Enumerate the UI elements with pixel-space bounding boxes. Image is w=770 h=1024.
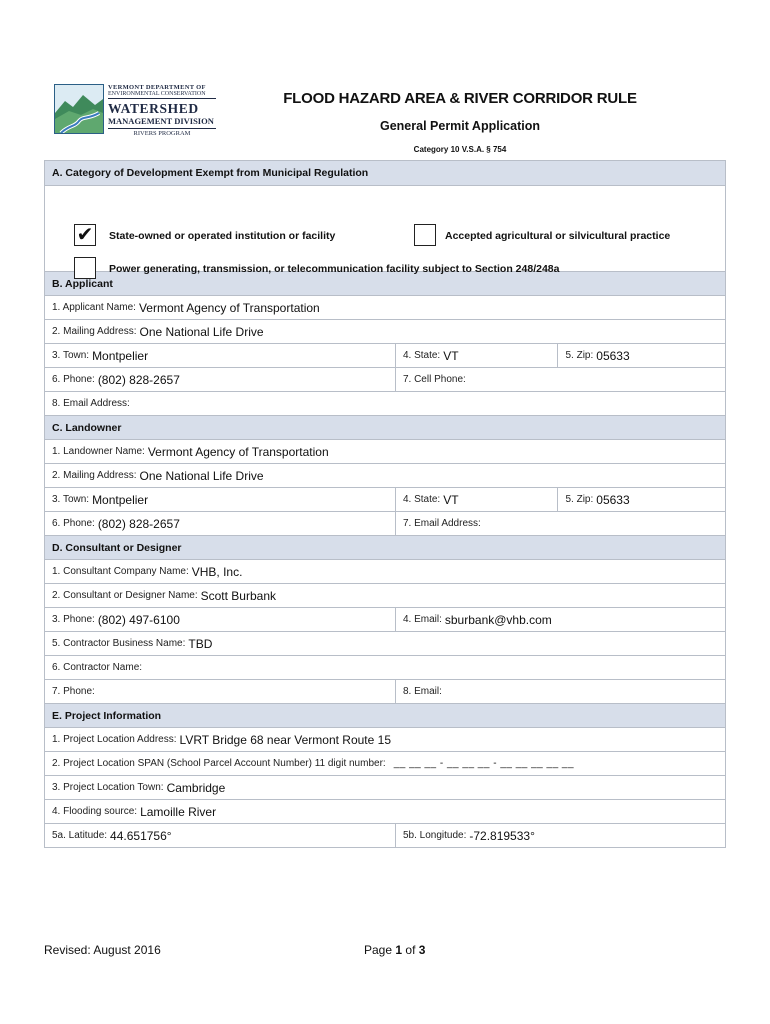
consultant-email-label: 4. Email: <box>402 614 442 625</box>
landowner-phone-row <box>45 511 725 535</box>
contractor-business-row <box>45 631 725 655</box>
section-a-header <box>45 161 725 185</box>
consultant-company-label: 1. Consultant Company Name: <box>52 566 189 577</box>
logo-line-3: WATERSHED <box>108 101 199 116</box>
form-title: FLOOD HAZARD AREA & RIVER CORRIDOR RULE <box>283 90 637 107</box>
latitude-label: 5a. Latitude: <box>52 830 108 841</box>
form-subtitle: General Permit Application <box>380 119 540 133</box>
page-total: 3 <box>418 943 426 957</box>
project-address-value: LVRT Bridge 68 near Vermont Route 15 <box>179 732 391 747</box>
logo-line-1: VERMONT DEPARTMENT OF <box>108 84 206 91</box>
applicant-email-row <box>45 391 725 415</box>
consultant-company-value: VHB, Inc. <box>191 564 243 579</box>
project-address-row <box>45 727 725 751</box>
designer-name-field[interactable] <box>45 584 725 607</box>
contractor-email-field[interactable] <box>395 680 725 703</box>
section-a-title: A. Category of Development Exempt from Municipal Regulation <box>52 167 369 179</box>
form-category: Category 10 V.S.A. § 754 <box>413 145 507 154</box>
state-owned-label: State-owned or operated institution or facility <box>109 230 336 242</box>
designer-name-row <box>45 583 725 607</box>
state-owned-checkbox[interactable]: ✔ <box>74 224 96 246</box>
landowner-town-field[interactable] <box>45 488 395 511</box>
applicant-phone-value: (802) 828-2657 <box>97 372 180 387</box>
watershed-logo <box>54 84 214 140</box>
coordinates-row <box>45 823 725 847</box>
landowner-zip-label: 5. Zip: <box>565 494 594 505</box>
watershed-mountain-icon <box>54 84 104 134</box>
landowner-name-field[interactable] <box>45 440 725 463</box>
applicant-address-label: 2. Mailing Address: <box>52 326 137 337</box>
landowner-state-label: 4. State: <box>402 494 441 505</box>
section-c-header <box>45 415 725 439</box>
applicant-town-label: 3. Town: <box>52 350 90 361</box>
applicant-name-row <box>45 295 725 319</box>
section-e-title: E. Project Information <box>52 709 162 722</box>
landowner-name-value: Vermont Agency of Transportation <box>147 444 329 459</box>
landowner-town-label: 3. Town: <box>52 494 90 505</box>
contractor-phone-label: 7. Phone: <box>52 686 95 697</box>
section-c-title: C. Landowner <box>52 421 122 434</box>
consultant-phone-field[interactable] <box>45 608 395 631</box>
applicant-town-value: Montpelier <box>92 348 149 363</box>
landowner-town-row <box>45 487 725 511</box>
revision-date: Revised: August 2016 <box>44 943 161 957</box>
longitude-value: -72.819533° <box>469 828 535 843</box>
section-d-title: D. Consultant or Designer <box>52 541 182 554</box>
project-address-label: 1. Project Location Address: <box>52 734 177 745</box>
landowner-address-field[interactable] <box>45 464 725 487</box>
section-b-title: B. Applicant <box>52 277 113 290</box>
flooding-source-label: 4. Flooding source: <box>52 806 138 817</box>
page-prefix: Page <box>364 943 393 957</box>
applicant-name-value: Vermont Agency of Transportation <box>138 300 320 315</box>
applicant-zip-field[interactable] <box>557 344 725 367</box>
agricultural-checkbox[interactable] <box>414 224 436 246</box>
applicant-address-value: One National Life Drive <box>139 324 264 339</box>
consultant-email-value: sburbank@vhb.com <box>444 612 552 627</box>
page-current: 1 <box>395 943 403 957</box>
latitude-field[interactable] <box>45 824 395 847</box>
landowner-email-label: 7. Email Address: <box>402 518 481 529</box>
applicant-state-value: VT <box>443 348 459 363</box>
landowner-name-label: 1. Landowner Name: <box>52 446 145 457</box>
flooding-source-field[interactable] <box>45 800 725 823</box>
applicant-address-row <box>45 319 725 343</box>
logo-line-5: RIVERS PROGRAM <box>133 130 191 137</box>
landowner-zip-field[interactable] <box>557 488 725 511</box>
contractor-phone-field[interactable] <box>45 680 395 703</box>
page-of: of <box>405 943 416 957</box>
section-a-checkboxes <box>45 185 725 275</box>
applicant-zip-label: 5. Zip: <box>565 350 594 361</box>
contractor-business-label: 5. Contractor Business Name: <box>52 638 186 649</box>
longitude-label: 5b. Longitude: <box>402 830 467 841</box>
applicant-town-row <box>45 343 725 367</box>
project-town-label: 3. Project Location Town: <box>52 782 164 793</box>
designer-name-value: Scott Burbank <box>200 588 276 603</box>
contractor-contact-row <box>45 679 725 703</box>
landowner-town-value: Montpelier <box>92 492 149 507</box>
landowner-phone-label: 6. Phone: <box>52 518 95 529</box>
latitude-value: 44.651756° <box>110 828 172 843</box>
longitude-field[interactable] <box>395 824 725 847</box>
applicant-zip-value: 05633 <box>596 348 630 363</box>
applicant-state-field[interactable] <box>395 344 558 367</box>
contractor-email-label: 8. Email: <box>402 686 442 697</box>
applicant-cell-field[interactable] <box>395 368 725 391</box>
contractor-name-row <box>45 655 725 679</box>
applicant-town-field[interactable] <box>45 344 395 367</box>
applicant-phone-label: 6. Phone: <box>52 374 95 385</box>
landowner-address-label: 2. Mailing Address: <box>52 470 137 481</box>
applicant-name-label: 1. Applicant Name: <box>52 302 136 313</box>
consultant-company-field[interactable] <box>45 560 725 583</box>
designer-name-label: 2. Consultant or Designer Name: <box>52 590 198 601</box>
applicant-name-field[interactable] <box>45 296 725 319</box>
contractor-business-field[interactable] <box>45 632 725 655</box>
landowner-address-value: One National Life Drive <box>139 468 264 483</box>
contractor-business-value: TBD <box>188 636 213 651</box>
landowner-email-field[interactable] <box>395 512 725 535</box>
project-span-value: __ __ __ - __ __ __ - __ __ __ __ __ <box>393 758 575 769</box>
section-b-header <box>45 271 725 295</box>
contractor-name-field[interactable] <box>45 656 725 679</box>
logo-line-2: ENVIRONMENTAL CONSERVATION <box>108 91 216 99</box>
project-address-field[interactable] <box>45 728 725 751</box>
consultant-phone-value: (802) 497-6100 <box>97 612 180 627</box>
applicant-cell-label: 7. Cell Phone: <box>402 374 466 385</box>
project-town-field[interactable] <box>45 776 725 799</box>
contractor-name-label: 6. Contractor Name: <box>52 662 143 673</box>
project-town-value: Cambridge <box>166 780 226 795</box>
landowner-address-row <box>45 463 725 487</box>
consultant-phone-label: 3. Phone: <box>52 614 95 625</box>
watershed-logo-text <box>108 84 216 138</box>
applicant-phone-row <box>45 367 725 391</box>
flooding-source-row <box>45 799 725 823</box>
consultant-contact-row <box>45 607 725 631</box>
project-span-label: 2. Project Location SPAN (School Parcel Account Number) 11 digit number: <box>52 758 386 769</box>
section-e-header <box>45 703 725 727</box>
applicant-email-label: 8. Email Address: <box>52 398 130 409</box>
applicant-state-label: 4. State: <box>402 350 441 361</box>
consultant-company-row <box>45 559 725 583</box>
logo-line-4: MANAGEMENT DIVISION <box>108 117 216 129</box>
project-span-row <box>45 751 725 775</box>
project-span-field[interactable] <box>45 752 725 775</box>
applicant-address-field[interactable] <box>45 320 725 343</box>
flooding-source-value: Lamoille River <box>140 804 217 819</box>
section-d-header <box>45 535 725 559</box>
landowner-phone-field[interactable] <box>45 512 395 535</box>
permit-form <box>44 160 726 848</box>
project-town-row <box>45 775 725 799</box>
landowner-name-row <box>45 439 725 463</box>
landowner-zip-value: 05633 <box>596 492 630 507</box>
page-number <box>364 943 425 957</box>
power-facility-label: Power generating, transmission, or telecommunication facility subject to Section 248/248a <box>109 263 560 275</box>
landowner-phone-value: (802) 828-2657 <box>97 516 180 531</box>
landowner-state-value: VT <box>443 492 459 507</box>
agricultural-label: Accepted agricultural or silvicultural practice <box>445 230 671 242</box>
landowner-state-field[interactable] <box>395 488 558 511</box>
applicant-email-field[interactable] <box>45 392 725 415</box>
applicant-phone-field[interactable] <box>45 368 395 391</box>
consultant-email-field[interactable] <box>395 608 725 631</box>
